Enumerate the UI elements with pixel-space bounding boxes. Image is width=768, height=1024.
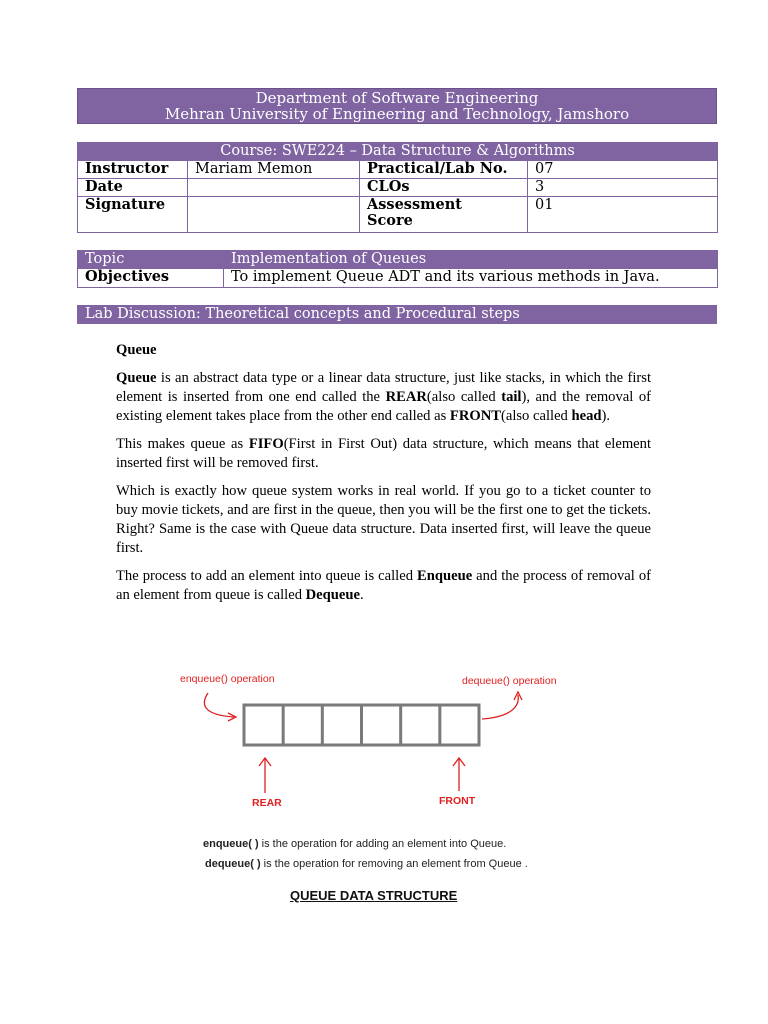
instructor-label: Instructor	[78, 161, 188, 179]
queue-diagram	[170, 665, 590, 825]
signature-label: Signature	[78, 197, 188, 233]
date-value	[188, 179, 360, 197]
assessment-score-value: 01	[528, 197, 718, 233]
lab-content	[116, 341, 651, 614]
paragraph-real-world: Which is exactly how queue system works in real world. If you go to a ticket counter to buy movie tickets, and are first in the queue, then you will be the first one to get the tickets. Right? Same is the case with Queue data structure. Data inserted first, will leave the queue first.	[116, 483, 651, 556]
enqueue-caption: enqueue( ) is the operation for adding an element into Queue.	[203, 838, 507, 850]
signature-value	[188, 197, 360, 233]
enqueue-operation-label: enqueue() operation	[180, 673, 275, 685]
rear-label: REAR	[252, 797, 282, 809]
dequeue-operation-label: dequeue() operation	[462, 675, 557, 687]
assessment-label-line1: Assessment	[367, 196, 462, 213]
clos-label: CLOs	[360, 179, 528, 197]
department-title: Department of Software Engineering	[255, 89, 539, 107]
front-label: FRONT	[439, 795, 476, 807]
objectives-label: Objectives	[78, 269, 224, 288]
objectives-value: To implement Queue ADT and its various methods in Java.	[224, 269, 718, 288]
paragraph-enqueue-dequeue: The process to add an element into queue is called Enqueue and the process of removal of an element from queue is called Dequeue.	[116, 568, 651, 603]
queue-cells	[244, 705, 479, 745]
header-band	[77, 88, 717, 124]
lab-discussion-band: Lab Discussion: Theoretical concepts and Procedural steps	[77, 305, 717, 324]
instructor-value: Mariam Memon	[188, 161, 360, 179]
lab-no-value: 07	[528, 161, 718, 179]
course-title: Course: SWE224 – Data Structure & Algorithms	[78, 143, 718, 161]
clos-value: 3	[528, 179, 718, 197]
course-info-table	[77, 142, 718, 233]
topic-value: Implementation of Queues	[224, 251, 718, 269]
university-title: Mehran University of Engineering and Technology, Jamshoro	[164, 105, 630, 123]
assessment-score-label	[360, 197, 528, 233]
dequeue-caption: dequeue( ) is the operation for removing an element from Queue .	[205, 858, 528, 870]
paragraph-definition: Queue is an abstract data type or a linear data structure, just like stacks, in which the first element is inserted from one end called the REAR(also called tail), and the removal of existing element takes place from the other end called as FRONT(also called head).	[116, 370, 651, 424]
figure-title: QUEUE DATA STRUCTURE	[290, 888, 458, 903]
topic-label: Topic	[78, 251, 224, 269]
paragraph-fifo: This makes queue as FIFO(First in First Out) data structure, which means that element inserted first will be removed first.	[116, 436, 652, 471]
lab-no-label: Practical/Lab No.	[360, 161, 528, 179]
section-heading: Queue	[116, 342, 157, 358]
date-label: Date	[78, 179, 188, 197]
dequeue-arrow-icon	[482, 695, 518, 719]
topic-table	[77, 250, 718, 288]
assessment-label-line2: Score	[367, 212, 413, 229]
